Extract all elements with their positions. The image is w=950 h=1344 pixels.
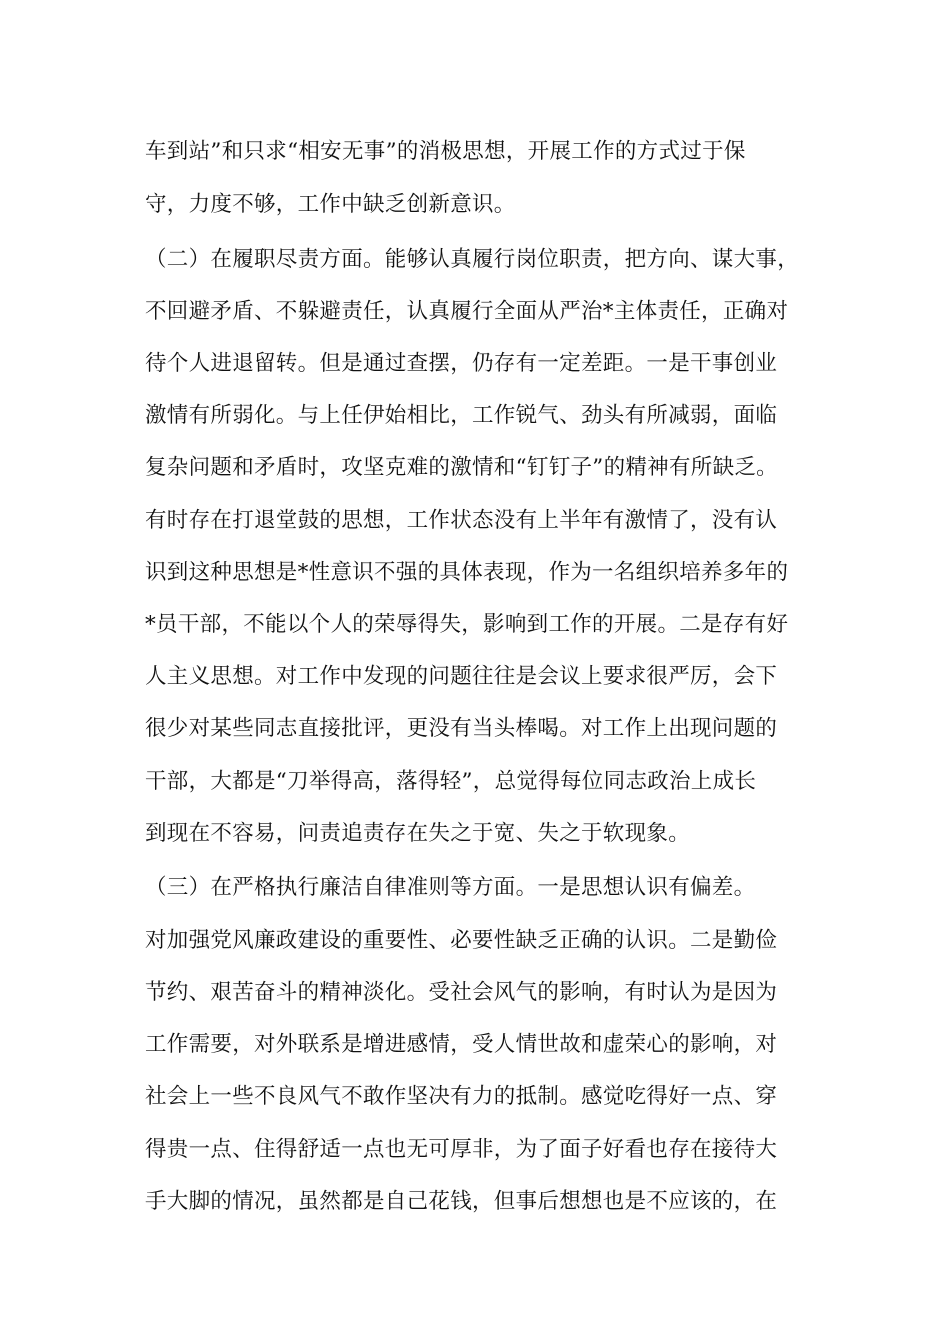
text-line: *员干部，不能以个人的荣辱得失，影响到工作的开展。二是存有好 — [145, 612, 789, 637]
text-line: 待个人进退留转。但是通过查摆，仍存有一定差距。一是干事创业 — [145, 351, 778, 376]
text-line: 车到站”和只求“相安无事”的消极思想，开展工作的方式过于保 — [145, 139, 746, 164]
text-line: 复杂问题和矛盾时，攻坚克难的激情和“钉钉子”的精神有所缺乏。 — [145, 455, 778, 480]
text-line: 得贵一点、住得舒适一点也无可厚非，为了面子好看也存在接待大 — [145, 1137, 778, 1162]
text-line: 到现在不容易，问责追责存在失之于宽、失之于软现象。 — [145, 821, 691, 846]
text-line: 守，力度不够，工作中缺乏创新意识。 — [145, 192, 516, 217]
text-line: （二）在履职尽责方面。能够认真履行岗位职责，把方向、谋大事， — [145, 247, 800, 272]
text-line: 节约、艰苦奋斗的精神淡化。受社会风气的影响，有时认为是因为 — [145, 980, 778, 1005]
text-line: 很少对某些同志直接批评，更没有当头棒喝。对工作上出现问题的 — [145, 716, 778, 741]
text-line: 有时存在打退堂鼓的思想，工作状态没有上半年有激情了，没有认 — [145, 508, 778, 533]
text-line: （三）在严格执行廉洁自律准则等方面。一是思想认识有偏差。 — [145, 875, 756, 900]
text-line: 手大脚的情况，虽然都是自己花钱，但事后想想也是不应该的，在 — [145, 1189, 778, 1214]
text-line: 识到这种思想是*性意识不强的具体表现，作为一名组织培养多年的 — [145, 560, 789, 585]
text-line: 不回避矛盾、不躲避责任，认真履行全面从严治*主体责任，正确对 — [145, 299, 789, 324]
text-line: 激情有所弱化。与上任伊始相比，工作锐气、劲头有所减弱，面临 — [145, 403, 778, 428]
text-line: 人主义思想。对工作中发现的问题往往是会议上要求很严厉，会下 — [145, 664, 778, 689]
text-line: 工作需要，对外联系是增进感情，受人情世故和虚荣心的影响，对 — [145, 1032, 778, 1057]
text-line: 对加强党风廉政建设的重要性、必要性缺乏正确的认识。二是勤俭 — [145, 928, 778, 953]
text-line: 干部，大都是“刀举得高，落得轻”，总觉得每位同志政治上成长 — [145, 769, 757, 794]
text-line: 社会上一些不良风气不敢作坚决有力的抵制。感觉吃得好一点、穿 — [145, 1084, 778, 1109]
